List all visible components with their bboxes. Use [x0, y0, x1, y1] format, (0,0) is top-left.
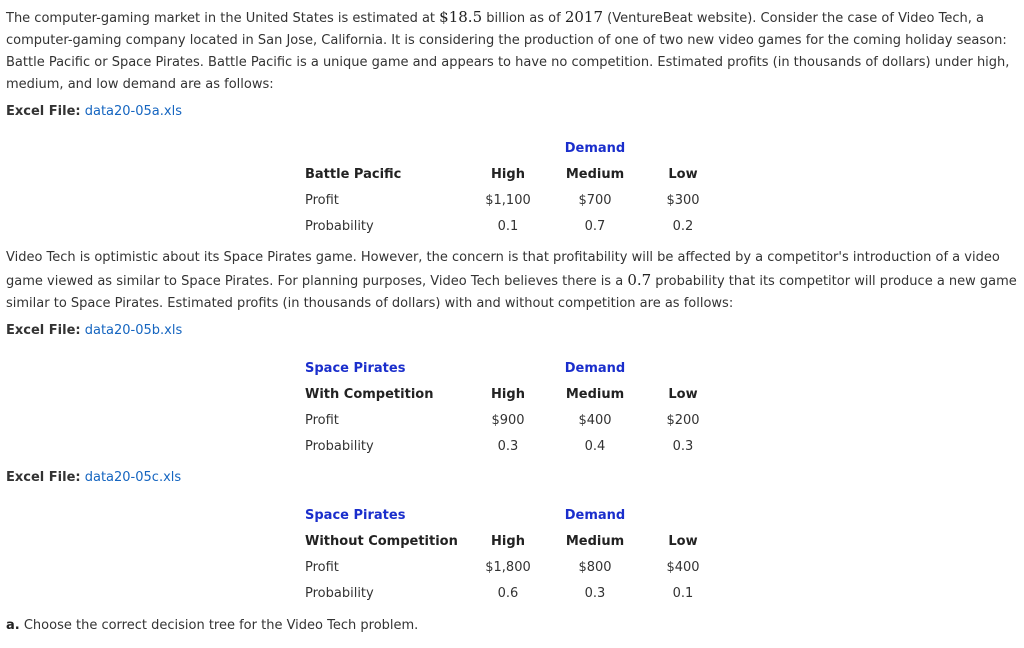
excel-file-link-b[interactable]: data20-05b.xls: [84, 323, 183, 338]
profit-medium: $700: [578, 193, 612, 208]
table-title: Battle Pacific: [305, 167, 402, 182]
question-text: Choose the correct decision tree for the Video Tech problem.: [19, 618, 419, 633]
probability-high: 0.1: [497, 219, 519, 234]
table-row: [0, 386, 1024, 404]
market-amount: $18.5: [439, 8, 483, 26]
col-header-medium: Medium: [565, 167, 625, 182]
profit-medium: $400: [578, 413, 612, 428]
probability-low: 0.1: [672, 586, 694, 601]
table-row: [0, 140, 1024, 158]
intro-text-1: The computer-gaming market in the United States is estimated at: [6, 11, 440, 26]
table-row: [0, 412, 1024, 430]
probability-low: 0.2: [672, 219, 694, 234]
table-row: [0, 166, 1024, 184]
col-header-high: High: [491, 167, 525, 182]
competition-text-2: probability that its competitor will produce a new game similar to Space Pirates. Estimated profits (in thousands of dollars) with and without competition are as follows:: [6, 274, 1017, 311]
intro-text-2: billion as of: [482, 11, 565, 26]
profit-low: $300: [666, 193, 700, 208]
game-name: Space Pirates: [305, 361, 406, 376]
competitor-probability: 0.7: [627, 271, 652, 289]
profit-high: $1,800: [485, 560, 531, 575]
probability-label: Probability: [305, 439, 374, 454]
profit-label: Profit: [305, 413, 339, 428]
col-header-medium: Medium: [565, 387, 625, 402]
probability-label: Probability: [305, 219, 374, 234]
table-row: [0, 559, 1024, 577]
col-header-low: Low: [668, 387, 698, 402]
probability-low: 0.3: [672, 439, 694, 454]
excel-file-label: Excel File:: [6, 323, 81, 338]
game-name: Space Pirates: [305, 508, 406, 523]
profit-medium: $800: [578, 560, 612, 575]
profit-low: $400: [666, 560, 700, 575]
profit-low: $200: [666, 413, 700, 428]
col-header-low: Low: [668, 167, 698, 182]
table-row: [0, 533, 1024, 551]
excel-file-label: Excel File:: [6, 470, 81, 485]
question-a: [6, 617, 418, 635]
demand-header: Demand: [564, 361, 626, 376]
profit-label: Profit: [305, 560, 339, 575]
probability-high: 0.6: [497, 586, 519, 601]
excel-file-link-c[interactable]: data20-05c.xls: [84, 470, 182, 485]
probability-label: Probability: [305, 586, 374, 601]
table-row: [0, 360, 1024, 378]
demand-header: Demand: [564, 508, 626, 523]
table-title: With Competition: [305, 387, 434, 402]
competition-text-1: Video Tech is optimistic about its Space Pirates game. However, the concern is that profitability will be affected by a competitor's introduction of a video game viewed as similar to Space Pirates. For planning purposes, Video Tech believes there is a: [6, 250, 1000, 289]
excel-file-c: [6, 469, 181, 487]
demand-header: Demand: [564, 141, 626, 156]
profit-high: $900: [491, 413, 525, 428]
col-header-low: Low: [668, 534, 698, 549]
profit-label: Profit: [305, 193, 339, 208]
intro-text-3: (VentureBeat website). Consider the case of Video Tech, a computer-gaming company located in San Jose, California. It is considering the production of one of two new video games for the coming holiday season: Battle Pacific or Space Pirates. Battle Pacific is a unique game and appears to have no competition. Estimated profits (in thousands of dollars) under high, medium, and low demand are as follows:: [6, 11, 1010, 92]
probability-medium: 0.7: [584, 219, 606, 234]
question-label: a.: [6, 618, 20, 633]
probability-medium: 0.3: [584, 586, 606, 601]
table-row: [0, 507, 1024, 525]
excel-file-link-a[interactable]: data20-05a.xls: [84, 104, 182, 119]
table-row: [0, 192, 1024, 210]
table-row: [0, 585, 1024, 603]
table-row: [0, 438, 1024, 456]
col-header-high: High: [491, 534, 525, 549]
probability-medium: 0.4: [584, 439, 606, 454]
excel-file-b: [6, 322, 182, 340]
probability-high: 0.3: [497, 439, 519, 454]
market-year: 2017: [564, 8, 604, 26]
excel-file-label: Excel File:: [6, 104, 81, 119]
col-header-medium: Medium: [565, 534, 625, 549]
col-header-high: High: [491, 387, 525, 402]
table-row: [0, 218, 1024, 236]
competition-paragraph: [6, 247, 1018, 315]
profit-high: $1,100: [485, 193, 531, 208]
intro-paragraph: [6, 6, 1018, 96]
excel-file-a: [6, 103, 182, 121]
table-title: Without Competition: [305, 534, 458, 549]
